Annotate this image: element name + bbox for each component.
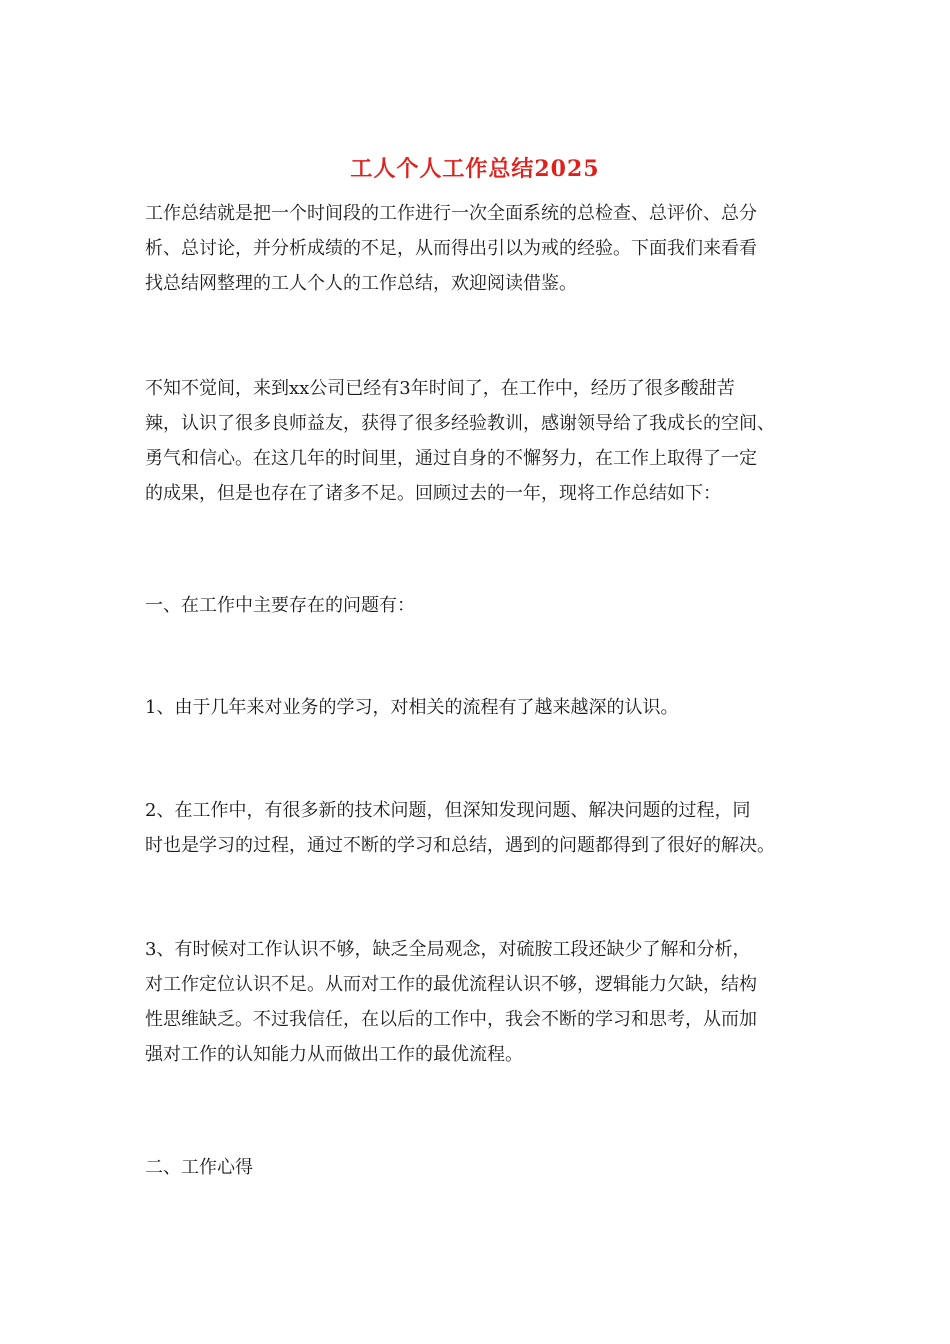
paragraph-line: 辣，认识了很多良师益友，获得了很多经验教训，感谢领导给了我成长的空间、 (145, 413, 775, 434)
paragraph-line: 强对工作的认知能力从而做出工作的最优流程。 (145, 1044, 523, 1065)
section-heading-1 (145, 588, 810, 623)
paragraph-line: 勇气和信心。在这几年的时间里，通过自身的不懈努力，在工作上取得了一定 (145, 448, 757, 469)
paragraph-line: 1、由于几年来对业务的学习，对相关的流程有了越来越深的认识。 (145, 697, 679, 718)
list-item-1 (145, 690, 810, 725)
paragraph-line: 析、总讨论，并分析成绩的不足，从而得出引以为戒的经验。下面我们来看看 (145, 238, 757, 259)
body-paragraph-1 (145, 371, 810, 511)
section-heading-2 (145, 1150, 810, 1185)
paragraph-line: 性思维缺乏。不过我信任，在以后的工作中，我会不断的学习和思考，从而加 (145, 1009, 757, 1030)
document-title: 工人个人工作总结2025 (350, 156, 600, 182)
heading-text: 二、工作心得 (145, 1157, 253, 1178)
paragraph-line: 时也是学习的过程，通过不断的学习和总结，遇到的问题都得到了很好的解决。 (145, 835, 775, 856)
paragraph-line: 不知不觉间，来到xx公司已经有3年时间了，在工作中，经历了很多酸甜苦 (145, 378, 735, 399)
paragraph-line: 工作总结就是把一个时间段的工作进行一次全面系统的总检查、总评价、总分 (145, 203, 757, 224)
paragraph-line: 3、有时候对工作认识不够，缺乏全局观念，对硫胺工段还缺少了解和分析， (145, 939, 751, 960)
paragraph-line: 2、在工作中，有很多新的技术问题，但深知发现问题、解决问题的过程，同 (145, 800, 751, 821)
list-item-3 (145, 932, 810, 1072)
paragraph-line: 找总结网整理的工人个人的工作总结，欢迎阅读借鉴。 (145, 273, 577, 294)
intro-paragraph (145, 196, 810, 301)
list-item-2 (145, 793, 810, 863)
paragraph-line: 对工作定位认识不足。从而对工作的最优流程认识不够，逻辑能力欠缺，结构 (145, 974, 757, 995)
heading-text: 一、在工作中主要存在的问题有： (145, 595, 415, 616)
paragraph-line: 的成果，但是也存在了诸多不足。回顾过去的一年，现将工作总结如下： (145, 483, 721, 504)
